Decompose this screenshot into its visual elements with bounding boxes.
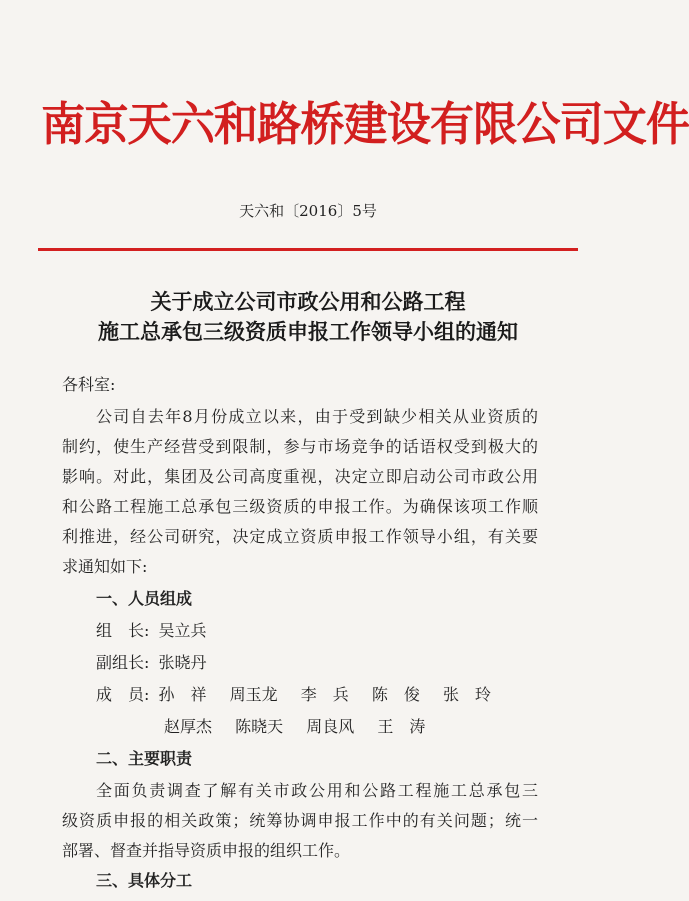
deputy-name: 张晓丹 [158,653,207,672]
deputy-row [96,650,207,673]
salutation: 各科室: [62,375,116,394]
intro-line-6: 求通知如下: [62,557,148,576]
member-name: 周良风 [306,717,355,736]
intro-line-2: 制约，使生产经营受到限制，参与市场竞争的话语权受到极大的 [62,437,538,456]
section-1-heading: 一、人员组成 [96,589,193,608]
members-row-2 [164,714,443,737]
red-divider-rule [38,248,578,251]
leader-row [96,618,207,641]
document-number: 天六和〔2016〕5号 [239,202,377,220]
member-name: 周玉龙 [229,685,278,704]
member-name: 李 兵 [300,685,349,704]
notice-title-line-1: 关于成立公司市政公用和公路工程 [150,289,466,314]
leader-label: 组 长: [96,621,150,640]
leader-name: 吴立兵 [158,621,207,640]
intro-line-1: 公司自去年8月份成立以来，由于受到缺少相关从业资质的 [96,407,538,426]
intro-line-5: 利推进，经公司研究，决定成立资质申报工作领导小组，有关要 [62,527,538,546]
deputy-label: 副组长: [96,653,150,672]
members-row-1 [96,682,509,705]
intro-line-4: 和公路工程施工总承包三级资质的申报工作。为确保该项工作顺 [62,497,538,516]
member-name: 张 玲 [442,685,491,704]
duties-line-1: 全面负责调查了解有关市政公用和公路工程施工总承包三 [96,781,538,800]
member-name: 陈晓天 [235,717,284,736]
org-header-title: 南京天六和路桥建设有限公司文件 [41,97,689,151]
intro-line-3: 影响。对此，集团及公司高度重视，决定立即启动公司市政公用 [62,467,538,486]
member-name: 孙 祥 [158,685,207,704]
member-name: 王 涛 [377,717,426,736]
section-3-heading: 三、具体分工 [96,871,193,890]
members-label: 成 员: [96,685,150,704]
member-name: 赵厚杰 [164,717,213,736]
duties-line-3: 部署、督查并指导资质申报的组织工作。 [62,841,351,860]
member-name: 陈 俊 [371,685,420,704]
section-2-heading: 二、主要职责 [96,749,193,768]
notice-title-line-2: 施工总承包三级资质申报工作领导小组的通知 [98,319,518,344]
duties-line-2: 级资质申报的相关政策；统筹协调申报工作中的有关问题；统一 [62,811,538,830]
